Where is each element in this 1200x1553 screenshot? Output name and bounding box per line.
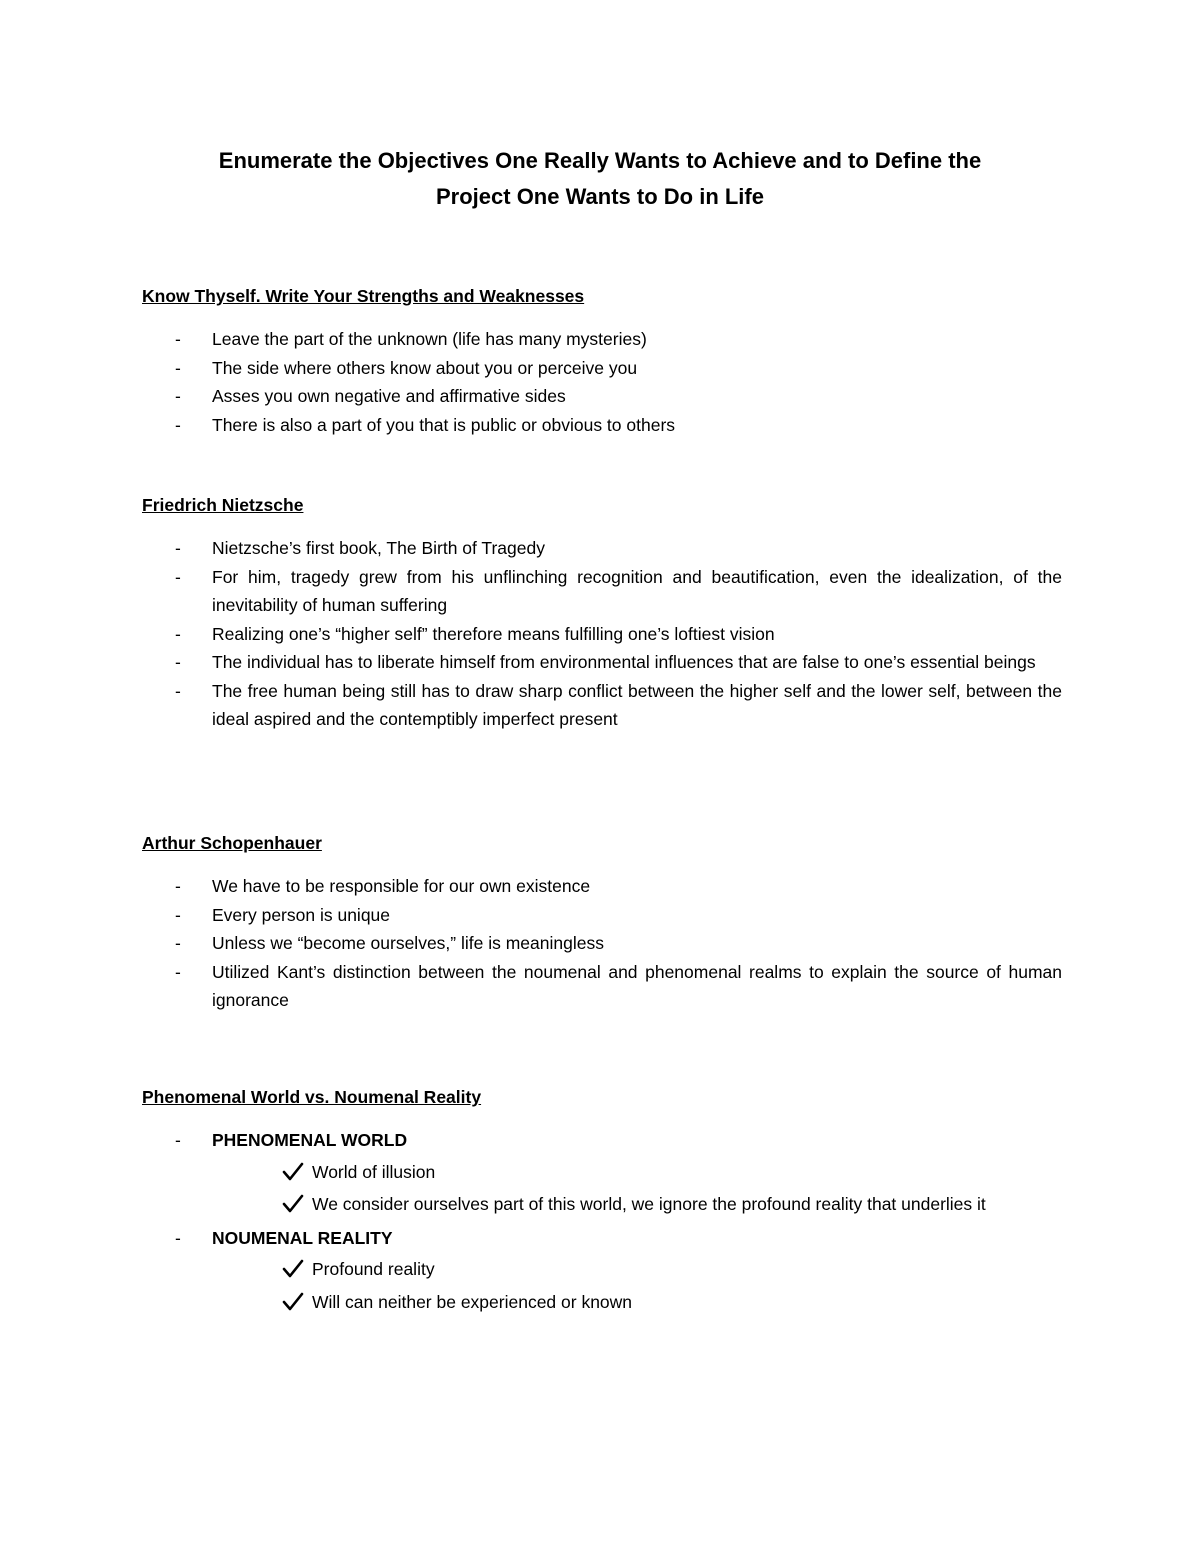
sublist-item: [282, 1158, 1062, 1187]
dash-marker: -: [175, 566, 181, 587]
bullet-list: [142, 534, 1062, 734]
bullet-list: [142, 1126, 1062, 1316]
section-heading: Friedrich Nietzsche: [142, 495, 304, 515]
dash-marker: -: [175, 652, 181, 672]
list-item-text: We have to be responsible for our own existence: [212, 876, 591, 896]
dash-marker: -: [175, 414, 181, 435]
sublist-item: [282, 1288, 1062, 1317]
list-item-text: The individual has to liberate himself from environmental influences that are false to one’s essential beings: [212, 652, 1036, 672]
list-item-text: The free human being still has to draw sharp conflict between the higher self and the lower self, between the ideal aspired and the contemptibly imperfect present: [212, 680, 1062, 729]
sublist-item: [282, 1255, 1062, 1284]
dash-marker: -: [175, 329, 181, 349]
list-item-text: Every person is unique: [212, 904, 391, 925]
title-line-1: Enumerate the Objectives One Really Wants to Achieve and to Define the: [218, 148, 982, 173]
list-item-text: There is also a part of you that is public or obvious to others: [212, 414, 676, 435]
dash-marker: -: [175, 961, 181, 982]
section-heading: Know Thyself. Write Your Strengths and Weaknesses: [142, 286, 585, 306]
list-item-text: Asses you own negative and affirmative sides: [212, 386, 566, 406]
bullet-list: [142, 872, 1062, 1015]
list-item: [142, 382, 1062, 411]
section-schopenhauer: [142, 830, 1062, 1015]
checkmark-icon: [282, 1292, 304, 1312]
checkmark-icon: [282, 1162, 304, 1182]
list-item-text: Unless we “become ourselves,” life is meaningless: [212, 933, 604, 953]
list-item: [142, 411, 1062, 440]
section-nietzsche: [142, 492, 1062, 734]
dash-marker: -: [175, 623, 181, 644]
sublist-item-text: Profound reality: [312, 1259, 435, 1279]
sublist-item-text: We consider ourselves part of this world, we ignore the profound reality that underlies it: [312, 1194, 986, 1214]
dash-marker: -: [175, 933, 181, 953]
bullet-list: [142, 325, 1062, 439]
list-item: [142, 929, 1062, 958]
section-know-thyself: [142, 283, 1062, 439]
list-item: [142, 648, 1062, 677]
dash-marker: -: [175, 876, 181, 896]
list-item: [142, 872, 1062, 901]
section-phenomenal-noumenal: [142, 1084, 1062, 1321]
dash-marker: -: [175, 1227, 181, 1248]
list-item: [142, 354, 1062, 383]
list-item-text: PHENOMENAL WORLD: [212, 1130, 408, 1150]
list-item: [142, 325, 1062, 354]
list-item-text: The side where others know about you or perceive you: [212, 357, 638, 378]
list-item-text: Utilized Kant’s distinction between the noumenal and phenomenal realms to explain the source of human ignorance: [212, 961, 1062, 1010]
list-item: [142, 958, 1062, 1015]
list-item: [142, 620, 1062, 649]
list-item-text: Realizing one’s “higher self” therefore means fulfilling one’s loftiest vision: [212, 623, 775, 644]
section-heading: Arthur Schopenhauer: [142, 833, 322, 853]
dash-marker: -: [175, 904, 181, 925]
section-heading: Phenomenal World vs. Noumenal Reality: [142, 1087, 482, 1107]
checkmark-sublist: [142, 1255, 1062, 1316]
list-item-text: NOUMENAL REALITY: [212, 1227, 393, 1248]
dash-marker: -: [175, 680, 181, 701]
document-title: [150, 143, 1050, 215]
list-item: [142, 563, 1062, 620]
checkmark-icon: [282, 1259, 304, 1279]
dash-marker: -: [175, 386, 181, 406]
dash-marker: -: [175, 357, 181, 378]
list-item: [142, 534, 1062, 563]
dash-marker: -: [175, 538, 181, 558]
list-item-text: For him, tragedy grew from his unflinching recognition and beautification, even the idealization, of the inevitability of human suffering: [212, 566, 1062, 615]
title-line-2: Project One Wants to Do in Life: [436, 184, 764, 209]
list-item: [142, 677, 1062, 734]
checkmark-sublist: [142, 1158, 1062, 1219]
list-item-text: Leave the part of the unknown (life has many mysteries): [212, 329, 647, 349]
dash-marker: -: [175, 1130, 181, 1150]
list-item-text: Nietzsche’s first book, The Birth of Tragedy: [212, 538, 545, 558]
checkmark-icon: [282, 1194, 304, 1214]
sublist-item-text: World of illusion: [312, 1161, 436, 1182]
list-item: [142, 1126, 1062, 1155]
sublist-item-text: Will can neither be experienced or known: [312, 1291, 633, 1312]
sublist-container: [142, 1255, 1062, 1316]
list-item: [142, 1224, 1062, 1253]
list-item: [142, 901, 1062, 930]
sublist-container: [142, 1158, 1062, 1219]
sublist-item: [282, 1190, 1062, 1219]
